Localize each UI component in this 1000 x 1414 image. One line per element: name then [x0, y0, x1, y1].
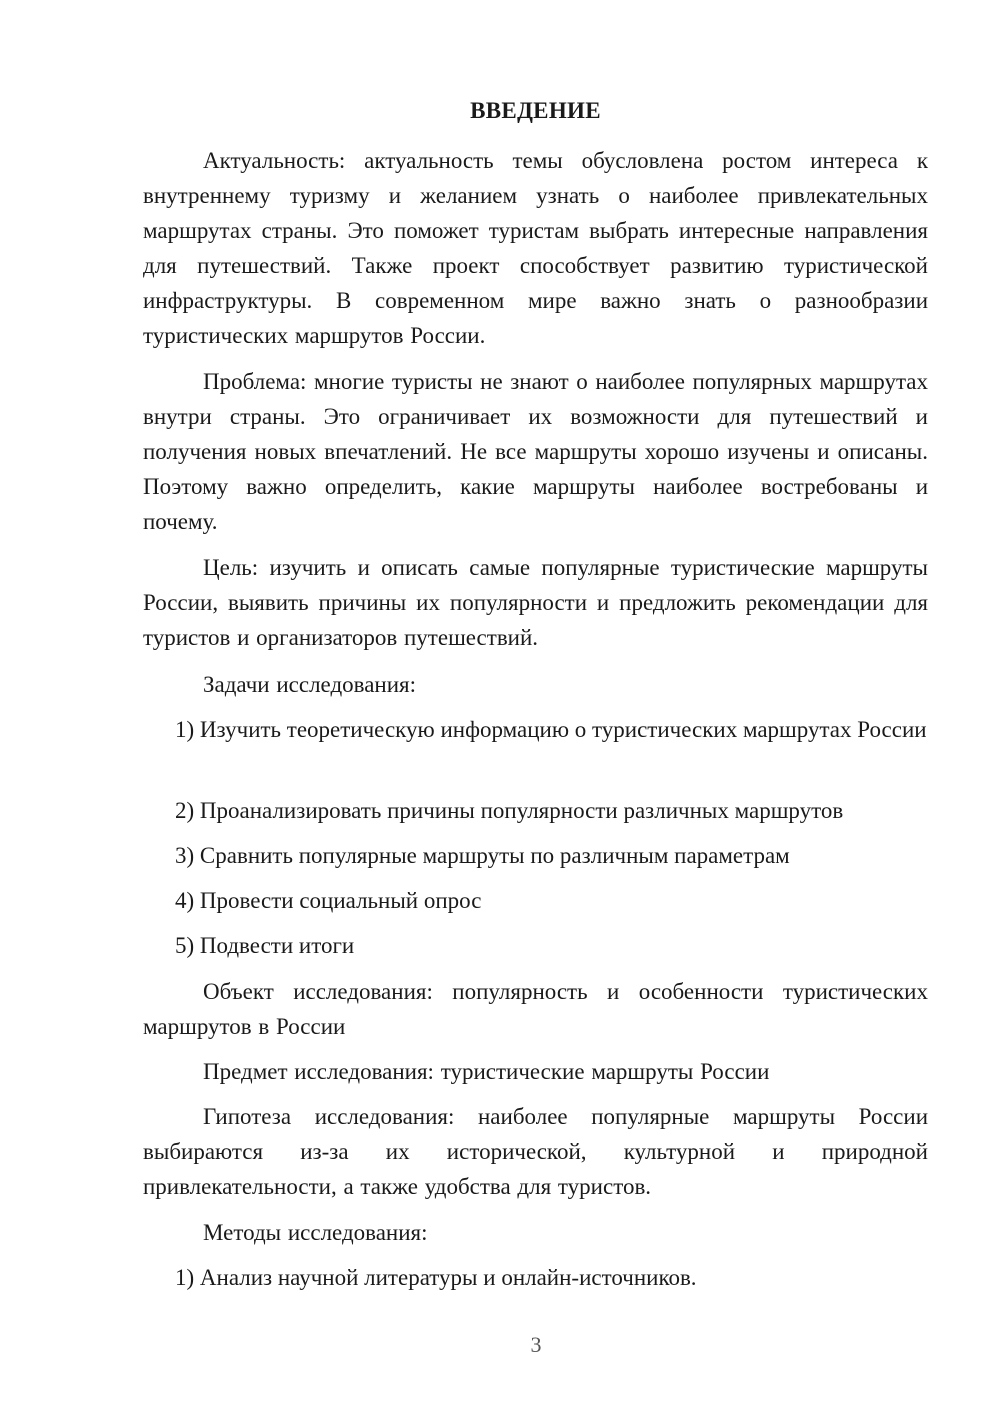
task-item: 3) Сравнить популярные маршруты по различным параметрам [175, 843, 790, 868]
methods-heading: Методы исследования: [203, 1220, 428, 1245]
page-title: ВВЕДЕНИЕ [470, 98, 601, 123]
task-item: 2) Проанализировать причины популярности различных маршрутов [175, 798, 844, 823]
page-number: 3 [530, 1332, 542, 1357]
task-item: 5) Подвести итоги [175, 933, 355, 958]
paragraph-relevance: Актуальность: актуальность темы обусловлена ростом интереса к внутреннему туризму и желанием узнать о наиболее привлекательных маршрутах страны. Это поможет туристам выбрать интересные направления для путешествий. Также проект способствует развитию туристической инфраструктуры. В современном мире важно знать о разнообразии туристических маршрутов России. [143, 148, 928, 348]
task-item: 1) Изучить теоретическую информацию о туристических маршрутах России [175, 717, 927, 742]
paragraph-hypothesis: Гипотеза исследования: наиболее популярные маршруты России выбираются из-за их исторической, культурной и природной привлекательности, а также удобства для туристов. [143, 1104, 928, 1199]
paragraph-problem: Проблема: многие туристы не знают о наиболее популярных маршрутах внутри страны. Это ограничивает их возможности для путешествий и получения новых впечатлений. Не все маршруты хорошо изучены и описаны. Поэтому важно определить, какие маршруты наиболее востребованы и почему. [143, 369, 928, 534]
tasks-heading: Задачи исследования: [203, 672, 417, 697]
task-item: 4) Провести социальный опрос [175, 888, 482, 913]
method-item: 1) Анализ научной литературы и онлайн-источников. [175, 1265, 697, 1290]
paragraph-goal: Цель: изучить и описать самые популярные туристические маршруты России, выявить причины их популярности и предложить рекомендации для туристов и организаторов путешествий. [143, 555, 928, 650]
paragraph-object: Объект исследования: популярность и особенности туристических маршрутов в России [143, 979, 928, 1039]
paragraph-subject: Предмет исследования: туристические маршруты России [203, 1059, 770, 1084]
